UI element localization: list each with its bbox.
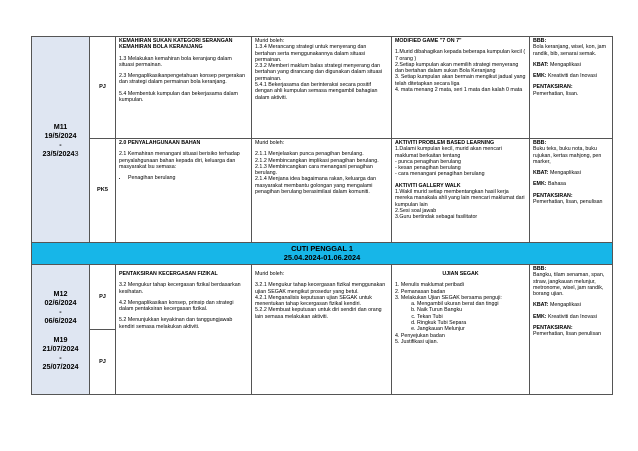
week-cell-m12-m19 bbox=[32, 265, 90, 395]
activity-cell bbox=[392, 37, 530, 139]
segak-test-list bbox=[395, 301, 526, 332]
objective-cell bbox=[252, 37, 392, 139]
objective-item: 3.2.1 Mengukur tahap kecergasan fizikal menggunakan ujian SEGAK mengikut prosedur yang betul. bbox=[255, 282, 386, 295]
emk-heading: EMK: bbox=[533, 313, 547, 320]
emk-text: Kreativiti dan Inovasi bbox=[546, 73, 597, 80]
objective-item: 4.2.1 Menganalisis keputusan ujian SEGAK untuk menentukan tahap kecergasan fizikal kendiri. bbox=[255, 294, 372, 308]
segak-test-item: a. Mengambil ukuran berat dan tinggi bbox=[417, 301, 526, 307]
standard-item: 2.3 Mengaplikasikanpengetahuan konsep pergerakan dan strategi dalam permainan bola keranjang. bbox=[119, 73, 246, 86]
activity-cell bbox=[392, 265, 530, 395]
activity-item: 1.Murid dibahagikan kepada beberapa kumpulan kecil ( 7 orang ) bbox=[395, 49, 526, 62]
holiday-row bbox=[32, 243, 613, 265]
date-end: 06/6/2024 bbox=[44, 315, 77, 325]
pentaksiran-text: Pemerhatian, lisan penulisan bbox=[533, 331, 602, 338]
date-dash: - bbox=[59, 352, 62, 362]
objective-heading: Murid boleh: bbox=[255, 38, 285, 44]
activity-item: 1.Dalami kumpulan kecil, murid akan mencari maklumat berkaitan tentang bbox=[395, 146, 502, 159]
activity-cell bbox=[392, 139, 530, 243]
kbat-heading: KBAT: bbox=[533, 61, 549, 68]
week-row-m11-pj bbox=[32, 37, 613, 139]
pentaksiran-heading: PENTAKSIRAN: bbox=[533, 325, 573, 332]
pentaksiran-text: Pemerhatian, lisan, penulisan bbox=[533, 199, 603, 206]
kbat-text: Mengaplikasi bbox=[548, 302, 581, 309]
standard-cell bbox=[116, 37, 252, 139]
activity-item: 2.Setiap kumpulan akan memilih strategi menyerang dan bertahan dalam sukan Bola Keranjang bbox=[395, 61, 519, 75]
week-label: M19 bbox=[53, 334, 68, 344]
date-start: 21/07/2024 bbox=[42, 343, 79, 353]
lesson-plan-table bbox=[31, 36, 613, 395]
activity-title: MODIFIED GAME "7 ON 7" bbox=[395, 38, 462, 44]
standard-title: 2.0 PENYALAHGUNAAN BAHAN bbox=[119, 140, 201, 146]
week-row-m12-m19 bbox=[32, 265, 613, 395]
bbb-heading: BBB: bbox=[533, 38, 547, 44]
standard-item: 1.3 Melakukan kemahiran bola keranjang dalam situasi permainan. bbox=[119, 55, 232, 68]
resources-cell bbox=[530, 265, 613, 395]
pentaksiran-text: Pemerhatian, lisan. bbox=[533, 90, 579, 97]
activity-item: 2.Sesi soal jawab bbox=[395, 207, 437, 214]
activity-item: 2. Pemanasan badan bbox=[395, 288, 446, 295]
activity-item: 4. Penyejukan badan bbox=[395, 332, 445, 339]
segak-test-item: d. Ringkuk Tubi Separa bbox=[417, 320, 526, 326]
subject-cell bbox=[90, 265, 116, 395]
segak-test-item: c. Tekan Tubi bbox=[417, 314, 526, 320]
activity-item: 3. Setiap kumpulan akan bermain mengikut jadual yang telah ditetapkan secara liga bbox=[395, 74, 526, 87]
activity-item: 1. Menulis maklumat peribadi bbox=[395, 282, 464, 289]
objective-item: 5.4.1 Bekerjasama dan berinteraksi secara positif dengan ahli kumpulan semasa mengambil bahagian dalam aktiviti. bbox=[255, 82, 378, 101]
standard-item: 3.2 Mengukur tahap kecergasan fizikal berdasarkan kesihatan. bbox=[119, 282, 241, 295]
activity-item: - punca penagihan berulang bbox=[395, 158, 461, 165]
activity-item: 4. mata menang 2 mata, seri 1 mata dan kalah 0 mata bbox=[395, 87, 523, 94]
date-end: 23/5/2024 bbox=[42, 148, 75, 158]
activity-title: AKTIVITI GALLERY WALK bbox=[395, 182, 461, 189]
activity-title: AKTIVITI PROBLEM BASED LEARNING bbox=[395, 140, 495, 146]
objective-item: 2.1.3 Membincangkan cara menangani penagihan berulang. bbox=[255, 163, 373, 177]
standard-cell bbox=[116, 265, 252, 395]
week-label: M11 bbox=[53, 121, 68, 131]
bbb-text: Bangku, tilam senaman, span, straw, jangkauan melunjur, metronome, wisel, jam randik, borang ujian. bbox=[533, 272, 605, 298]
date-start: 02/6/2024 bbox=[44, 297, 77, 307]
subject-cell bbox=[90, 139, 116, 243]
emk-text: Kreativiti dan Inovasi bbox=[546, 313, 597, 320]
week-label: M12 bbox=[53, 288, 68, 298]
standard-item: 5.2 Menunjukkan keyakinan dan tanggungjawab kendiri semasa melakukan aktiviti. bbox=[119, 317, 233, 330]
standard-title: KEMAHIRAN SUKAN KATEGORI SERANGAN bbox=[119, 38, 233, 44]
standard-subtitle: KEMAHIRAN BOLA KERANJANG bbox=[119, 44, 203, 51]
bbb-heading: BBB: bbox=[533, 140, 547, 146]
date-end: 25/07/2024 bbox=[42, 361, 79, 371]
objective-item: 5.2.2 Membuat keputusan untuk diri sendiri dan orang lain semasa melakukan aktiviti. bbox=[255, 307, 382, 320]
objective-heading: Murid boleh: bbox=[255, 271, 285, 277]
activity-item: 1.Wakil murid setiap membentangkan hasil kerja mereka manakala ahli yang lain mencari maklumat dari kumpulan lain bbox=[395, 189, 525, 208]
kbat-heading: KBAT: bbox=[533, 170, 549, 177]
objective-cell bbox=[252, 139, 392, 243]
standard-cell bbox=[116, 139, 252, 243]
date-dash: - bbox=[59, 306, 62, 316]
holiday-cell bbox=[32, 243, 613, 265]
activity-title: UJIAN SEGAK bbox=[442, 271, 479, 277]
pentaksiran-heading: PENTAKSIRAN: bbox=[533, 84, 573, 91]
subject-label: PK5 bbox=[97, 187, 108, 194]
bbb-heading: BBB: bbox=[533, 266, 547, 272]
subject-cell bbox=[90, 37, 116, 139]
resources-cell bbox=[530, 37, 613, 139]
objective-item: 2.1.1 Menjelaskan punca penagihan berulang. bbox=[255, 151, 364, 158]
kbat-heading: KBAT: bbox=[533, 302, 549, 309]
standard-item: 5.4 Membentuk kumpulan dan bekerjasama dalam kumpulan. bbox=[119, 90, 238, 104]
activity-item: - kesan penagihan berulang bbox=[395, 165, 461, 172]
resources-cell bbox=[530, 139, 613, 243]
holiday-title: CUTI PENGGAL 1 bbox=[291, 244, 353, 253]
objective-item: 2.1.2 Membincangkan implikasi penagihan berulang. bbox=[255, 157, 379, 164]
emk-heading: EMK: bbox=[533, 181, 547, 188]
activity-item: 3. Melakukan Ujian SEGAK bersama penguji: bbox=[395, 294, 502, 301]
date-dash: - bbox=[59, 139, 62, 149]
emk-heading: EMK: bbox=[533, 73, 547, 80]
segak-test-item: e. Jangkauan Melunjur bbox=[417, 326, 526, 332]
standard-title: PENTAKSIRAN KECERGASAN FIZIKAL bbox=[119, 271, 218, 277]
activity-item: 5. Justifikasi ujian. bbox=[395, 338, 438, 345]
bbb-text: Buku teks, buku nota, buku rujukan, kertas mahjong, pen marker, bbox=[533, 146, 602, 165]
holiday-dates: 25.04.2024-01.06.2024 bbox=[283, 252, 361, 262]
activity-item: - cara menangani penagihan berulang bbox=[395, 171, 485, 178]
objective-item: 2.1.4 Menjana idea bagaimana rakan, keluarga dan masyarakat membantu golongan yang mengalami penagihan berulang berasimilasi dalam komuniti. bbox=[255, 176, 377, 196]
standard-item: 2.1 Kemahiran menangani situasi berisiko terhadap penyalahgunaan bahan kepada diri, keluarga dan masyarakat lsu semasa: bbox=[119, 151, 240, 170]
week-cell-m11 bbox=[32, 37, 90, 243]
subject-label: PJ bbox=[99, 358, 106, 365]
objective-heading: Murid boleh: bbox=[255, 140, 285, 146]
date-end-suffix: 3 bbox=[74, 148, 79, 158]
kbat-text: Mengaplikasi bbox=[548, 170, 581, 177]
bbb-text: Bola keranjang, wisel, kon, jam randik, bib, senarai semak. bbox=[533, 44, 607, 57]
week-row-m11-pk bbox=[32, 139, 613, 243]
segak-test-item: b. Naik Turun Bangku bbox=[417, 307, 526, 313]
bullet-item: • Penagihan berulang bbox=[128, 175, 248, 181]
pentaksiran-heading: PENTAKSIRAN: bbox=[533, 192, 573, 199]
objective-cell bbox=[252, 265, 392, 395]
standard-item: 4.2 Mengaplikasikan konsep, prinsip dan strategi dalam pentaksiran kecergasan fizikal. bbox=[119, 299, 234, 313]
kbat-text: Mengaplikasi bbox=[548, 61, 581, 68]
objective-item: 1.3.4 Merancang strategi untuk menyerang dan bertahan serta menggunakannya dalam situasi permainan. bbox=[255, 44, 367, 63]
objective-item: 2.3.2 Memberi maklum balas strategi menyerang dan bertahan yang dirancang dan digunakan dalam situasi permainan. bbox=[255, 63, 383, 82]
emk-text: Bahasa bbox=[546, 181, 566, 188]
date-start: 19/5/2024 bbox=[44, 130, 77, 140]
standard-bullets bbox=[119, 175, 248, 181]
subject-label: PJ bbox=[99, 293, 106, 300]
subject-label: PJ bbox=[99, 84, 106, 91]
activity-item: 3.Guru bertindak sebagai fasilitator bbox=[395, 214, 478, 221]
